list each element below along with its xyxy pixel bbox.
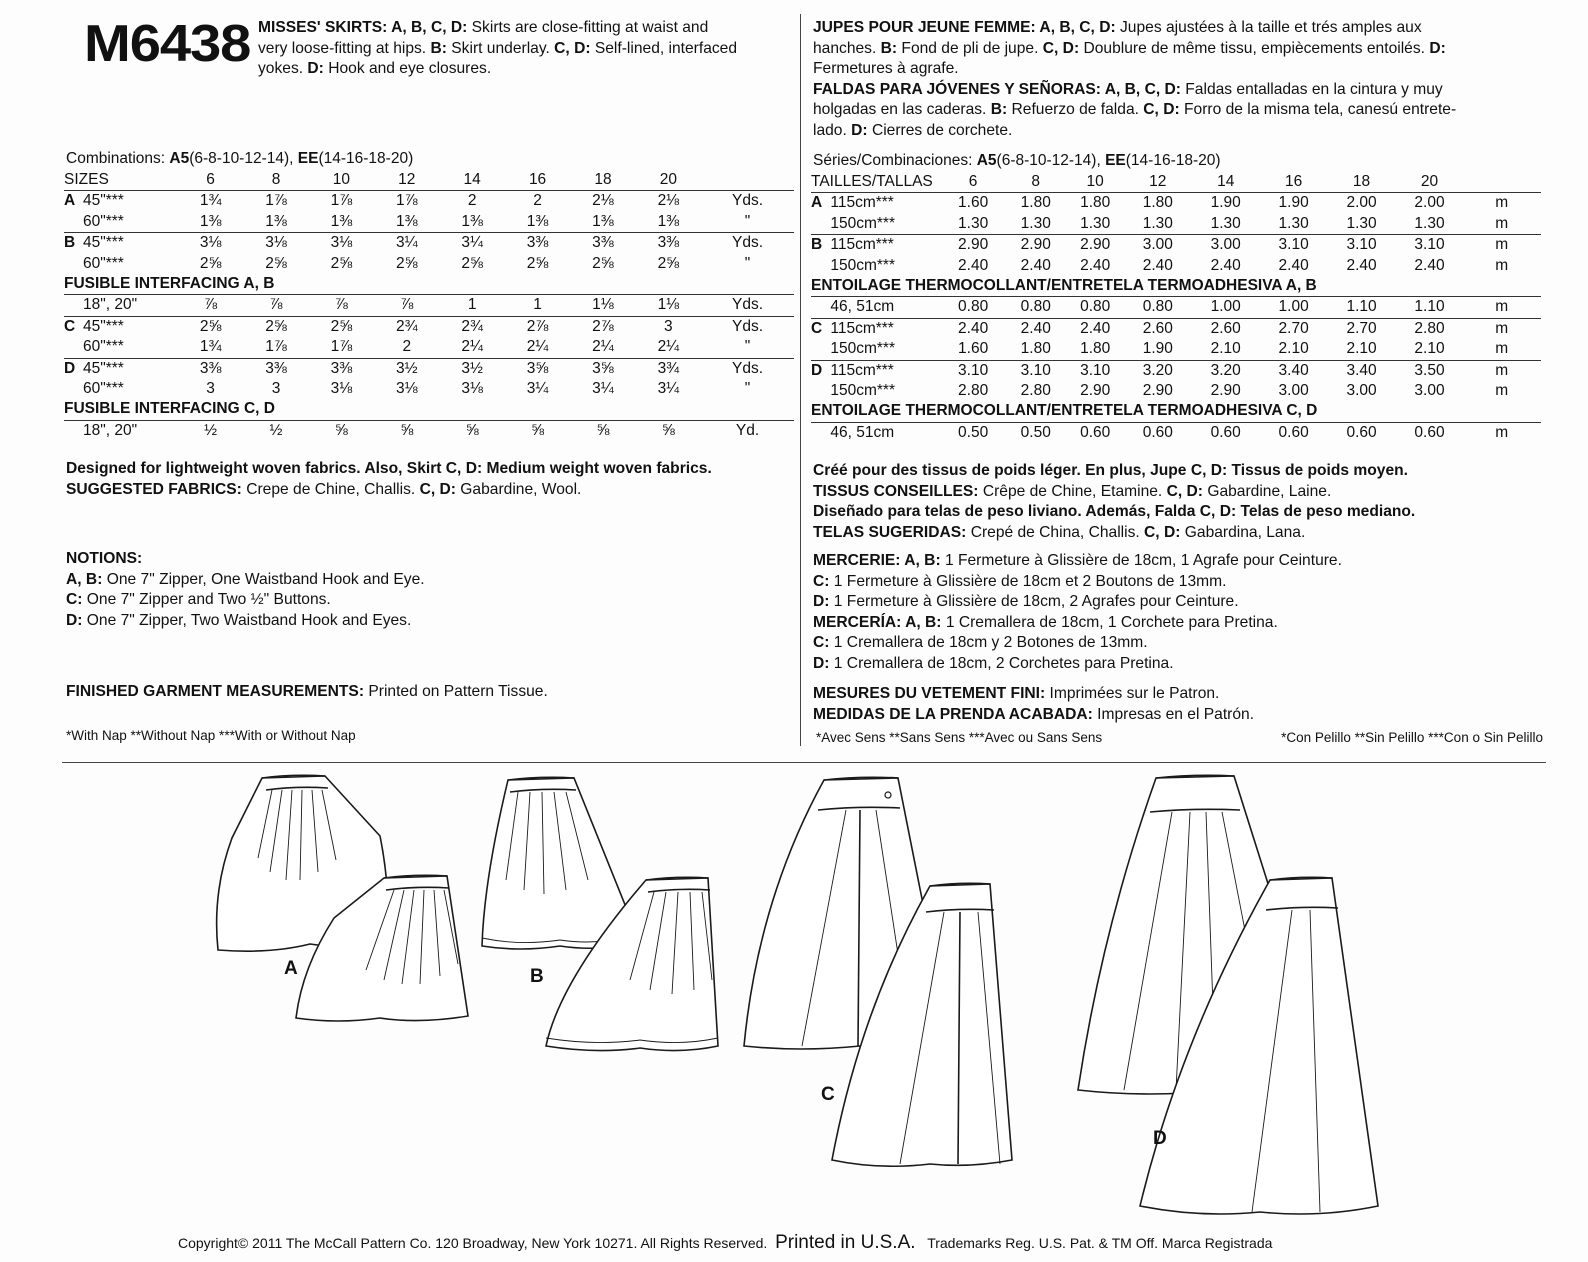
size-header-cell: 8 [243,170,308,191]
yardage-cell: 2.80 [1020,382,1051,400]
yardage-cell: 1.80 [1080,194,1111,212]
yardage-cell: 1.30 [1397,214,1463,235]
view-b-label: B [530,966,544,987]
yardage-cell: 3.10 [1414,236,1445,254]
fabric-width: 60"*** [83,337,178,358]
yardage-cell: 2⅝ [461,254,483,272]
yardage-cell: 3⅛ [199,234,222,252]
yardage-cell: 2¼ [636,337,701,358]
yardage-cell: 2.00 [1414,194,1445,212]
section-header: FUSIBLE INTERFACING C, D [64,399,794,420]
yardage-cell: 1.60 [940,339,1006,360]
yardage-cell: 2⅝ [265,254,287,272]
yardage-cell: 1⅞ [396,192,418,210]
yardage-cell: 1.30 [1065,214,1124,235]
size-header-cell: 10 [309,170,374,191]
yardage-cell: 3⅜ [592,234,614,252]
english-description: MISSES' SKIRTS: A, B, C, D: Skirts are close-fitting at waist and very loose-fitting at hips. B: Skirt underlay. C, D: Self-lined, interfaced yokes. D: Hook and eye closures. [258,19,738,78]
yardage-cell: 0.50 [958,423,989,441]
yardage-cell: 3⅜ [265,359,287,377]
fabric-width: 115cm*** [830,319,894,337]
fabric-width: 45"*** [82,234,124,252]
yardage-cell: 3.10 [1020,361,1051,379]
yardage-cell: 1.80 [1142,194,1173,212]
french-spanish-fabrics: Créé pour des tissus de poids léger. En plus, Jupe C, D: Tissus de poids moyen. TISSUS CONSEILLES: Crêpe de Chine, Etamine. C, D: Gabardine, Laine. Diseñado para telas de peso liviano. Además, Falda C, D: Telas de peso mediano. TELAS SUGERIDAS: Crepé de China, Challis. C, D: Gabardina, Lana. [813,462,1416,541]
yardage-cell: 3⅜ [526,234,549,252]
yardage-cell: 1.30 [1125,214,1191,235]
yardage-cell: 3.10 [1278,236,1309,254]
yardage-cell: 0.80 [1065,297,1124,318]
yardage-cell: 0.60 [1142,423,1173,441]
view-letter: B [811,236,823,254]
yardage-cell: 2.10 [1261,339,1327,360]
yardage-cell: 3.10 [1346,236,1377,254]
french-spanish-notions: MERCERIE: A, B: 1 Fermeture à Glissière de 18cm, 1 Agrafe pour Ceinture. C: 1 Fermeture à Glissière de 18cm et 2 Boutons de 13mm. D: 1 Fermeture à Glissière de 18cm, 2 Agrafes pour Ceinture. MERCERÍA: A, B: 1 Cremallera de 18cm, 1 Corchete para Pretina. C: 1 Cremallera de 18cm y 2 Botones de 13mm. D: 1 Cremallera de 18cm, 2 Corchetes para Pretina. [813,552,1342,672]
view-c-label: C [821,1084,835,1105]
yardage-cell: 2⅝ [199,317,222,335]
size-header-cell: 6 [940,172,1006,193]
yardage-cell: 0.80 [940,297,1006,318]
yardage-cell: 1.90 [1278,194,1309,212]
yardage-cell: 2 [467,192,477,210]
yardage-cell: 3.00 [1278,382,1309,400]
size-header-cell: 20 [1397,172,1463,193]
yardage-cell: 3⅛ [330,234,353,252]
unit-cell: m [1462,339,1541,360]
yardage-cell: 3 [664,317,673,335]
yardage-cell: 2.00 [1346,194,1377,212]
fabric-width: 18", 20" [82,421,138,439]
yardage-cell: 1⅛ [636,295,701,316]
yardage-cell: 2.90 [1080,236,1111,254]
yardage-cell: 3.00 [1210,236,1241,254]
english-footnote: *With Nap **Without Nap ***With or Without Nap [66,728,356,743]
spanish-footnote: *Con Pelillo **Sin Pelillo ***Con o Sin Pelillo [1281,730,1543,745]
yardage-cell: 3¼ [657,380,680,398]
unit-cell: Yd. [735,421,760,439]
yardage-cell: 2.90 [1020,236,1051,254]
yardage-cell: 1¾ [199,192,222,210]
view-a-label: A [284,958,298,979]
yardage-cell: 1⅜ [505,212,570,233]
yardage-cell: 2.40 [1414,256,1445,274]
yardage-cell: ⅞ [178,295,243,316]
unit-cell: m [1462,297,1541,318]
yardage-cell: 2⅝ [265,317,287,335]
yardage-cell: 2⅛ [592,192,614,210]
yardage-cell: 2.90 [1142,382,1173,400]
section-header: ENTOILAGE THERMOCOLLANT/ENTRETELA TERMOADHESIVA A, B [811,276,1541,297]
yardage-cell: 2.40 [1346,256,1377,274]
size-header-cell: 18 [570,170,635,191]
yardage-cell: 3½ [461,359,483,377]
yardage-cell: 3¼ [461,234,483,252]
yardage-cell: 1⅞ [330,192,353,210]
fabric-width: 115cm*** [830,236,894,254]
yardage-cell: 1.00 [1191,297,1261,318]
yardage-cell: 1⅜ [374,212,439,233]
yardage-cell: 2.90 [1080,382,1111,400]
yardage-cell: 0.60 [1278,423,1309,441]
yardage-cell: 1.30 [1261,214,1327,235]
yardage-cell: 2¼ [570,337,635,358]
view-d-label: D [1153,1128,1167,1149]
yardage-cell: 3¾ [657,359,680,377]
yardage-cell: 3½ [396,359,418,377]
yardage-cell: 3⅜ [657,234,680,252]
fabric-width: 46, 51cm [830,297,940,318]
yardage-cell: 2⅝ [330,317,353,335]
unit-cell: Yds. [732,359,764,377]
yardage-cell: 2.80 [958,382,989,400]
yardage-cell: ⅝ [334,421,348,439]
yardage-cell: 3⅛ [461,380,483,398]
yardage-cell: 2.10 [1327,339,1397,360]
yardage-cell: 2.80 [1414,319,1445,337]
view-a-drawing [217,775,468,1021]
yardage-cell: 0.80 [1006,297,1065,318]
yardage-cell: 1.80 [1020,194,1051,212]
fabric-width: 150cm*** [830,339,940,360]
view-letter: A [811,194,823,212]
yardage-cell: 3.20 [1210,361,1241,379]
yardage-cell: 2.60 [1142,319,1173,337]
yardage-cell: 2¼ [505,337,570,358]
sizes-header: SIZES [64,170,178,191]
yardage-cell: 1⅜ [439,212,504,233]
yardage-cell: 0.50 [1020,423,1051,441]
yardage-cell: 2⅝ [657,254,680,272]
yardage-cell: 1⅞ [309,337,374,358]
view-d-drawing [1078,775,1378,1214]
yardage-cell: ⅝ [596,421,610,439]
yardage-cell: 2.90 [1210,382,1241,400]
yardage-cell: 3¼ [526,380,549,398]
yardage-cell: 2.40 [1080,319,1111,337]
yardage-cell: 2.40 [1020,319,1051,337]
unit-cell: Yds. [732,192,764,210]
fabric-width: 45"*** [82,359,124,377]
yardage-cell: 2 [374,337,439,358]
fabric-width: 115cm*** [830,194,894,212]
yardage-cell: 1.80 [1006,339,1065,360]
fabric-width: 150cm*** [830,256,895,274]
size-header-cell: 14 [439,170,504,191]
unit-cell: Yds. [701,295,794,316]
yardage-cell: 3.00 [1414,382,1445,400]
fabric-width: 60"*** [82,380,124,398]
yardage-cell: 2.90 [958,236,989,254]
yardage-cell: 2⅞ [526,317,549,335]
yardage-cell: 2.40 [1020,256,1051,274]
fabric-width: 60"*** [83,212,178,233]
yardage-cell: 1⅜ [636,212,701,233]
yardage-cell: 3⅛ [265,234,287,252]
fabric-width: 60"*** [82,254,124,272]
yardage-cell: 2¾ [461,317,483,335]
yardage-cell: 2⅞ [592,317,614,335]
size-header-cell: 8 [1006,172,1065,193]
unit-cell: m [1495,382,1509,400]
yardage-cell: ½ [269,421,283,439]
fabric-width: 45"*** [82,317,124,335]
yardage-cell: 1.10 [1397,297,1463,318]
yardage-cell: 1.30 [940,214,1006,235]
yardage-cell: 3 [271,380,281,398]
size-header-cell: 10 [1065,172,1124,193]
yardage-cell: 0.60 [1080,423,1111,441]
yardage-cell: 2⅝ [396,254,418,272]
unit-cell: Yds. [732,317,764,335]
yardage-cell: 2.40 [958,256,989,274]
french-spanish-finished-measurements: MESURES DU VETEMENT FINI: Imprimées sur le Patron. MEDIDAS DE LA PRENDA ACABADA: Impresas en el Patrón. [813,685,1255,723]
yardage-cell: 3.10 [958,361,989,379]
english-finished-measurements: FINISHED GARMENT MEASUREMENTS: Printed on Pattern Tissue. [66,683,548,700]
yardage-cell: 0.60 [1414,423,1445,441]
yardage-cell: 2¾ [396,317,418,335]
yardage-cell: 2.40 [1080,256,1111,274]
view-letter: C [811,319,823,337]
sizes-header: TAILLES/TALLAS [811,172,940,193]
french-spanish-description: JUPES POUR JEUNE FEMME: A, B, C, D: Jupes ajustées à la taille et trés amples aux hanches. B: Fond de pli de jupe. C, D: Doublure de même tissu, empiècements entoilés. D: Fermetures à agrafe. FALDAS PARA JÓVENES Y SEÑORAS: A, B, C, D: Faldas entalladas en la cintura y muy holgadas en las caderas. B: Refuerzo de falda. C, D: Forro de la misma tela, canesú entrete- lado. D: Cierres de corchete. [813,19,1457,139]
yardage-cell: 3.50 [1414,361,1445,379]
yardage-cell: 2⅝ [592,254,614,272]
yardage-cell: 1.90 [1210,194,1241,212]
copyright-line: Copyright© 2011 The McCall Pattern Co. 120 Broadway, New York 10271. All Rights Reserved. Printed in U.S.A. Trademarks Reg. U.S. Pat. & TM Off. Marca Registrada [178,1232,1273,1253]
yardage-cell: ⅝ [661,421,675,439]
size-header-cell: 12 [374,170,439,191]
yardage-cell: 3.40 [1346,361,1377,379]
yardage-cell: 3.40 [1278,361,1309,379]
unit-cell: " [701,212,794,233]
yardage-cell: 2.70 [1346,319,1377,337]
yardage-cell: ½ [204,421,218,439]
yardage-cell: 1¾ [178,337,243,358]
yardage-cell: 2¼ [439,337,504,358]
yardage-cell: 1⅛ [570,295,635,316]
yardage-cell: 2⅛ [657,192,680,210]
yardage-cell: 2.40 [1278,256,1309,274]
yardage-cell: 1.30 [1006,214,1065,235]
yardage-cell: 1.90 [1125,339,1191,360]
yardage-cell: 1⅜ [309,212,374,233]
english-fabrics: Designed for lightweight woven fabrics. Also, Skirt C, D: Medium weight woven fabrics. SUGGESTED FABRICS: Crepe de Chine, Challis. C, D: Gabardine, Wool. [66,460,712,498]
yardage-cell: 0.60 [1210,423,1241,441]
yardage-cell: ⅝ [531,421,545,439]
yardage-cell: 1 [439,295,504,316]
yardage-cell: 1.80 [1065,339,1124,360]
size-header-cell: 16 [1261,172,1327,193]
yardage-cell: 1⅞ [265,192,287,210]
fabric-width: 150cm*** [830,214,940,235]
yardage-cell: 3¼ [396,234,418,252]
yardage-cell: 1.30 [1327,214,1397,235]
view-letter: A [64,192,76,210]
yardage-cell: 3⅝ [592,359,614,377]
yardage-cell: 3.00 [1346,382,1377,400]
yardage-cell: 1.60 [958,194,989,212]
yardage-cell: 3.10 [1080,361,1111,379]
yardage-cell: 3.00 [1142,236,1173,254]
unit-cell: m [1495,423,1509,441]
french-footnote: *Avec Sens **Sans Sens ***Avec ou Sans Sens [816,730,1103,745]
yardage-cell: 2.40 [1210,256,1241,274]
yardage-cell: 1.10 [1327,297,1397,318]
yardage-cell: 2.40 [1142,256,1173,274]
yardage-cell: 1 [505,295,570,316]
yardage-cell: 3 [206,380,215,398]
yardage-cell: 2⅝ [330,254,353,272]
yardage-cell: 1⅜ [178,212,243,233]
english-combinations: Combinations: A5(6-8-10-12-14), EE(14-16-18-20) [66,150,414,167]
yardage-cell: ⅞ [243,295,308,316]
yardage-cell: 3⅝ [526,359,549,377]
pattern-number: M6438 [84,15,251,73]
yardage-cell: 1⅜ [243,212,308,233]
view-b-drawing [482,777,718,1050]
unit-cell: " [744,380,751,398]
yardage-cell: 3⅜ [330,359,353,377]
yardage-cell: 2⅝ [526,254,549,272]
fabric-width: 150cm*** [830,382,895,400]
unit-cell: Yds. [732,234,764,252]
yardage-cell: 2.40 [958,319,989,337]
yardage-cell: 1⅜ [570,212,635,233]
yardage-cell: 3⅛ [396,380,418,398]
yardage-cell: 2 [533,192,542,210]
unit-cell: m [1495,236,1509,254]
size-header-cell: 16 [505,170,570,191]
fabric-width: 45"*** [82,192,124,210]
yardage-cell: 3.20 [1142,361,1173,379]
yardage-cell: 2.10 [1191,339,1261,360]
unit-cell: m [1462,214,1541,235]
yardage-cell: ⅝ [465,421,479,439]
yardage-cell: 3¼ [592,380,614,398]
yardage-cell: ⅝ [400,421,414,439]
yardage-cell: 2.60 [1210,319,1241,337]
view-letter: B [64,234,76,252]
size-header-cell: 14 [1191,172,1261,193]
unit-cell: " [701,337,794,358]
size-header-cell: 6 [178,170,243,191]
unit-cell: " [744,254,751,272]
french-spanish-combinations: Séries/Combinaciones: A5(6-8-10-12-14), EE(14-16-18-20) [813,152,1221,169]
yardage-cell: 2.10 [1397,339,1463,360]
unit-cell: m [1495,361,1509,379]
yardage-cell: 0.60 [1346,423,1377,441]
yardage-cell: 2.70 [1278,319,1309,337]
view-letter: D [64,359,76,377]
section-header: ENTOILAGE THERMOCOLLANT/ENTRETELA TERMOADHESIVA C, D [811,401,1541,422]
yardage-cell: ⅞ [309,295,374,316]
english-notions: NOTIONS: A, B: One 7" Zipper, One Waistband Hook and Eye. C: One 7" Zipper and Two ½" Buttons. D: One 7" Zipper, Two Waistband Hook and Eyes. [66,550,425,629]
unit-cell: m [1495,194,1509,212]
unit-cell: m [1495,256,1509,274]
yardage-cell: 3⅜ [199,359,222,377]
yardage-cell: 3⅛ [330,380,353,398]
yardage-cell: 2⅝ [199,254,222,272]
yardage-cell: 1.30 [1191,214,1261,235]
size-header-cell: 18 [1327,172,1397,193]
yardage-cell: ⅞ [374,295,439,316]
view-letter: C [64,317,76,335]
fabric-width: 18", 20" [83,295,178,316]
unit-cell: m [1495,319,1509,337]
view-c-drawing [744,777,1012,1166]
size-header-cell: 12 [1125,172,1191,193]
view-letter: D [811,361,823,379]
yardage-cell: 1.00 [1261,297,1327,318]
yardage-cell: 1⅞ [243,337,308,358]
size-header-cell: 20 [636,170,701,191]
fabric-width: 46, 51cm [830,423,895,441]
yardage-cell: 0.80 [1125,297,1191,318]
fabric-width: 115cm*** [830,361,894,379]
section-header: FUSIBLE INTERFACING A, B [64,274,794,295]
